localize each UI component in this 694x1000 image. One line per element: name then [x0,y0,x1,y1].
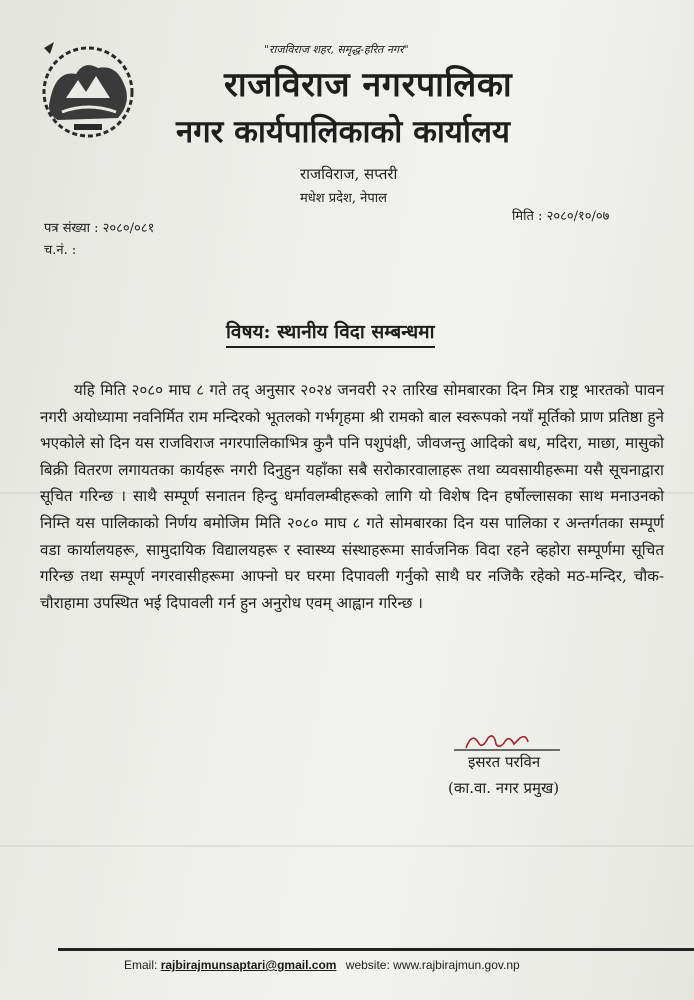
paper-fold [0,845,694,847]
signatory-title: (का.वा. नगर प्रमुख) [448,779,560,797]
signatory-name: इसरत परविन [468,753,541,771]
website-label: website: [345,958,390,972]
motto: "राजविराज शहर, समृद्ध-हरित नगर" [264,43,409,56]
office-name: नगर कार्यपालिकाको कार्यालय [176,114,510,150]
organization-name: राजविराज नगरपालिका [224,65,513,105]
footer-divider [58,948,694,951]
municipality-emblem-icon [36,40,140,140]
address-province: मधेश प्रदेश, नेपाल [300,191,387,206]
reference-number: पत्र संख्या : २०८०/०८१ [44,221,155,236]
letter-date: मिति : २०८०/१०/०७ [512,209,610,224]
website-link[interactable]: www.rajbirajmun.gov.np [393,958,520,972]
email-link[interactable]: rajbirajmunsaptari@gmail.com [160,958,337,972]
notice-body: यहि मिति २०८० माघ ८ गते तद् अनुसार २०२४ जनवरी २२ तारिख सोमबारका दिन मित्र राष्ट्र भारतको पावन नगरी अयोध्यामा नवनिर्मित राम मन्दिरको भूतलको गर्भगृहमा श्री रामको बाल स्वरूपको नयाँ मूर्तिको प्राण प्रतिष्ठा हुने भएकोले सो दिन यस राजविराज नगरपालिकाभित्र कुनै पनि पशुपंक्षी, जीवजन्तु आदिको बध, मदिरा, माछा, मासुको बिक्री वितरण लगायतका कार्यहरू नगरी दिनुहुन यहाँका सबै सरोकारवालाहरू तथा व्यवसायीहरूमा यसै सूचनाद्वारा सूचित गरिन्छ । साथै सम्पूर्ण सनातन हिन्दु धर्मावलम्बीहरूको लागि यो विशेष दिन हर्षोल्लासका साथ मनाउनको निम्ति यस पालिकाको निर्णय बमोजिम मिति २०८० माघ ८ गते सोमबारका दिन यस पालिका र अन्तर्गतका सम्पूर्ण वडा कार्यालयहरू, सामुदायिक विद्यालयहरू र स्वास्थ्य संस्थाहरूमा सार्वजनिक विदा रहने व्हहोरा सम्पूर्णमा सूचित गरिन्छ तथा सम्पूर्ण नगरवासीहरूमा आफ्नो घर घरमा दिपावली गर्नुको साथै घर नजिकै रहेको मठ-मन्दिर, चौक-चौराहामा उपस्थित भई दिपावली गर्न हुन अनुरोध एवम् आह्वान गरिन्छ । [40,381,664,612]
email-label: Email: [124,958,158,972]
dispatch-number: च.नं. : [44,243,77,258]
footer-contact [124,958,520,972]
subject-line: विषय: स्थानीय विदा सम्बन्धमा [226,318,435,348]
address-city: राजविराज, सप्तरी [300,165,398,183]
